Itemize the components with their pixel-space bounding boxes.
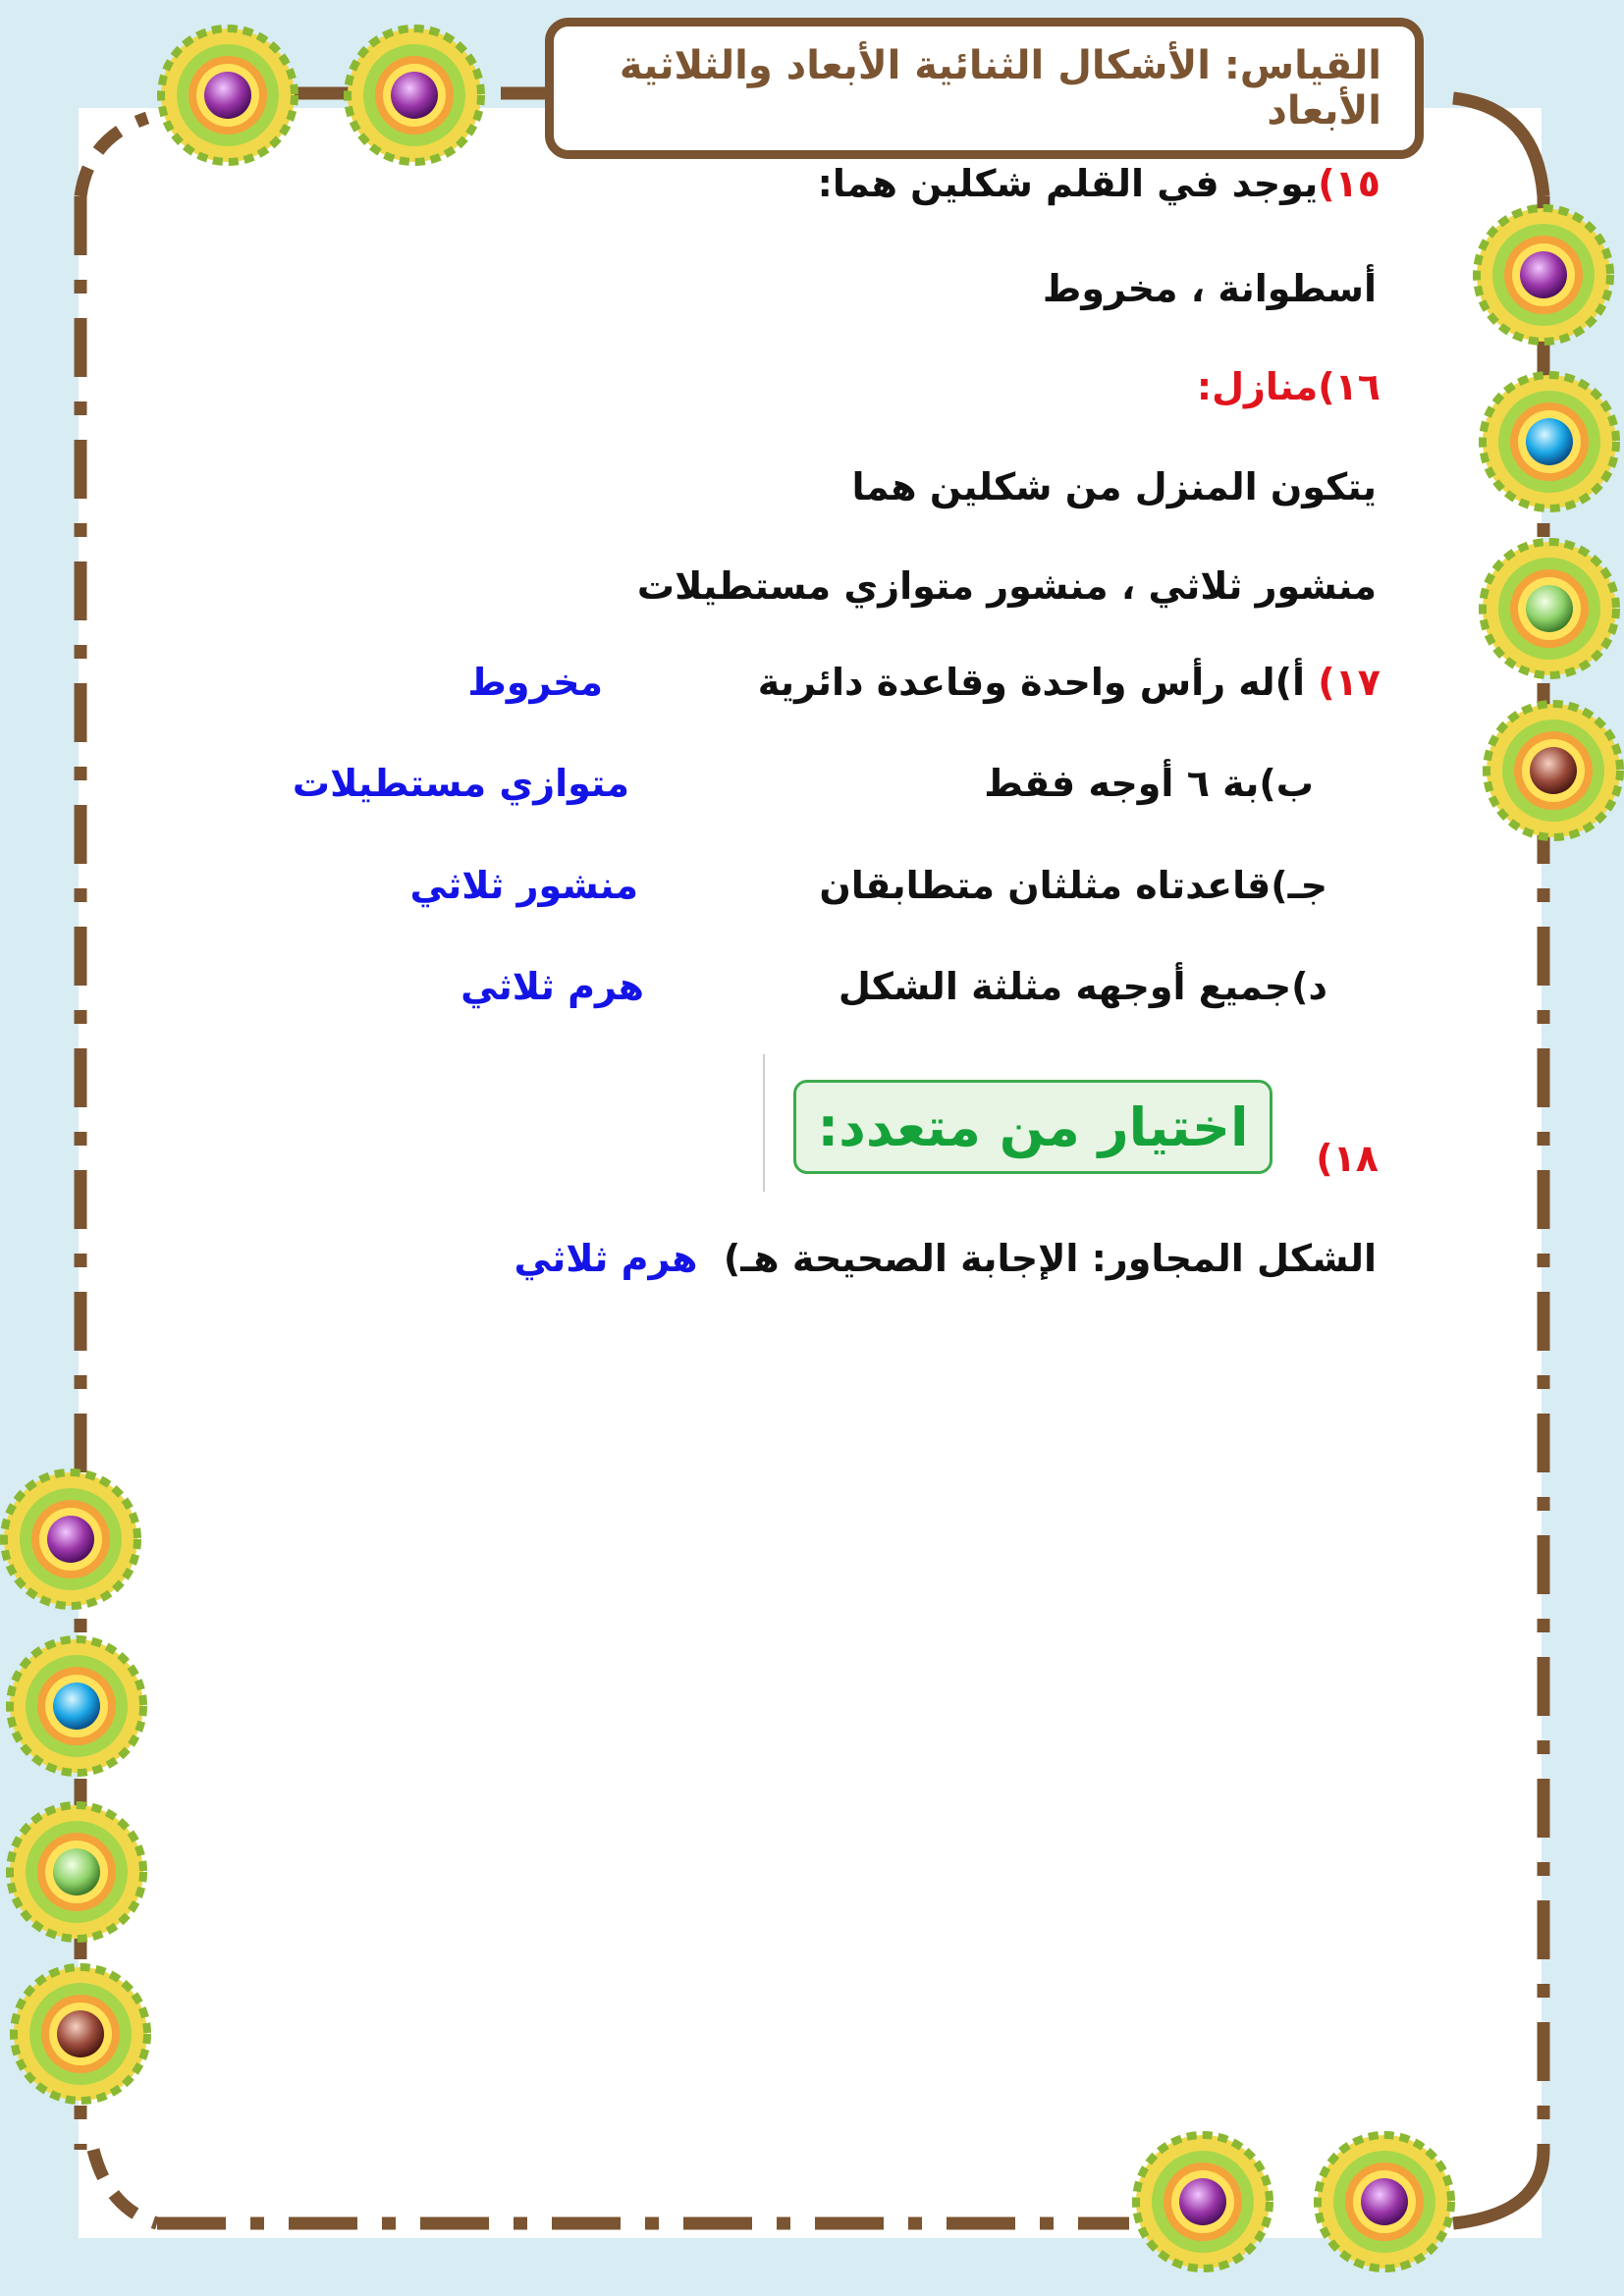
top-left-corner xyxy=(81,118,147,196)
bottom-right-corner xyxy=(1453,2150,1543,2223)
mcq-heading: اختيار من متعدد: xyxy=(817,1095,1249,1158)
q17-line-a xyxy=(758,661,1380,704)
q17-question-a: أ)له رأس واحدة وقاعدة دائرية xyxy=(757,661,1305,704)
flower-bottom-2 xyxy=(1318,2135,1451,2269)
q17-answer-c: منشور ثلاثي xyxy=(409,864,638,907)
q17-answer-a: مخروط xyxy=(467,661,603,704)
flower-right-4 xyxy=(1487,704,1620,837)
flower-right-1 xyxy=(1477,208,1610,342)
flower-bottom-1 xyxy=(1136,2135,1270,2269)
page-title: القياس: الأشكال الثنائية الأبعاد والثلاثية الأبعاد xyxy=(619,43,1381,133)
q18-line xyxy=(514,1237,1377,1280)
q18-answer: هرم ثلاثي xyxy=(514,1237,698,1280)
q16-answer: منشور ثلاثي ، منشور متوازي مستطيلات xyxy=(636,564,1377,608)
q17-question-b: ب)بة ٦ أوجه فقط xyxy=(984,762,1314,805)
q16-number: ١٦) xyxy=(1318,365,1380,408)
q17-answer-d: هرم ثلاثي xyxy=(460,965,644,1008)
q18-text: الشكل المجاور: الإجابة الصحيحة هـ) xyxy=(723,1237,1377,1280)
flower-left-4 xyxy=(14,1967,147,2101)
q15-number: ١٥) xyxy=(1318,162,1380,205)
q15-answer: أسطوانة ، مخروط xyxy=(1042,267,1377,310)
q18-number: ١٨) xyxy=(1316,1137,1379,1180)
flower-left-1 xyxy=(4,1472,137,1606)
flower-right-3 xyxy=(1483,542,1616,675)
q15-line xyxy=(818,162,1380,205)
q16-title: منازل: xyxy=(1196,365,1319,408)
mcq-heading-box xyxy=(793,1080,1272,1174)
bottom-left-corner xyxy=(93,2150,157,2223)
q17-question-c: جـ)قاعدتاه مثلثان متطابقان xyxy=(819,864,1327,907)
divider-bar xyxy=(763,1054,765,1192)
q16-text: يتكون المنزل من شكلين هما xyxy=(851,465,1377,508)
title-banner xyxy=(545,18,1424,159)
q17-number: ١٧) xyxy=(1318,661,1380,704)
top-right-corner xyxy=(1453,98,1543,196)
q15-text: يوجد في القلم شكلين هما: xyxy=(817,162,1319,205)
flower-top-left-1 xyxy=(161,28,295,162)
q17-answer-b: متوازي مستطيلات xyxy=(292,762,629,805)
q16-line xyxy=(1197,365,1380,408)
flower-top-left-2 xyxy=(348,28,481,162)
q17-question-d: د)جميع أوجهه مثلثة الشكل xyxy=(838,965,1327,1008)
flower-left-3 xyxy=(10,1805,143,1939)
flower-left-2 xyxy=(10,1639,143,1773)
flower-right-2 xyxy=(1483,375,1616,508)
